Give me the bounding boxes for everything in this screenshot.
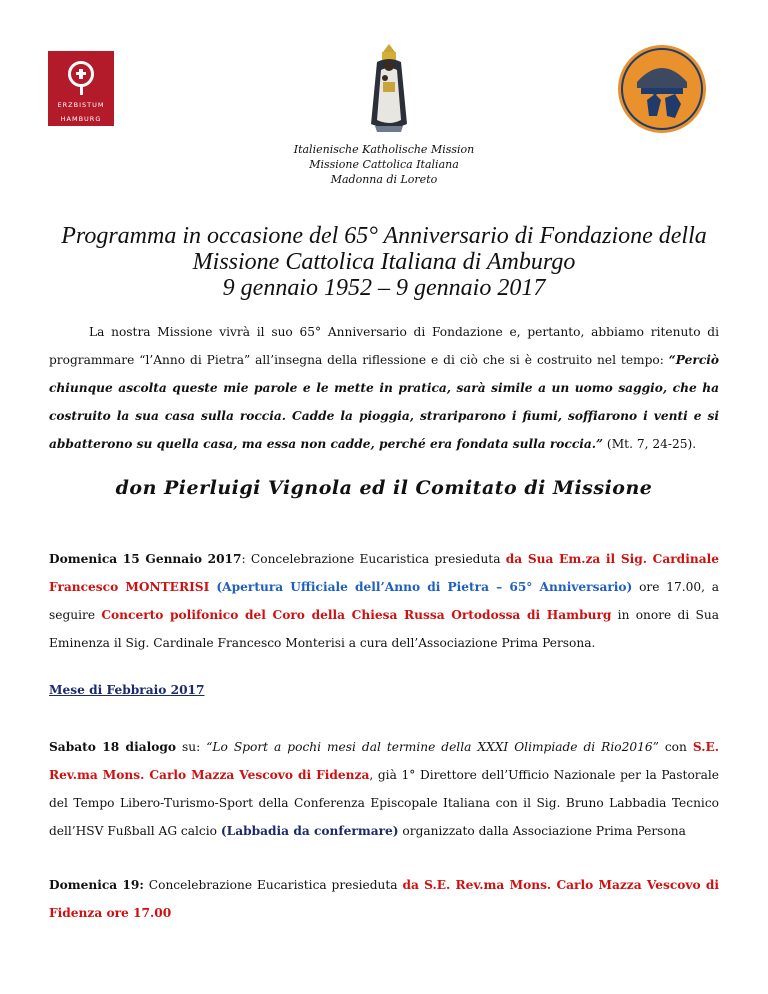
event1-date: Domenica 15 Gennaio 2017 <box>49 552 242 566</box>
event3-celebrant: da S.E. Rev.ma Mons. Carlo Mazza Vescovo di Fidenza ore 17.00 <box>49 878 720 920</box>
intro-text: La nostra Missione vivrà il suo 65° Anniversario di Fondazione e, pertanto, abbiamo ritenuto di programmare “l’Anno di Pietra” all’insegna della riflessione e di ciò che si è costruito nel tempo: <box>49 325 719 367</box>
header-line1: Italienische Katholische Mission <box>293 143 475 156</box>
intro-paragraph <box>49 318 719 458</box>
event-paragraph-2 <box>49 733 719 845</box>
event3-text1: Concelebrazione Eucaristica presieduta <box>143 878 403 892</box>
logo-left-line1: ERZBISTUM <box>57 101 105 109</box>
bible-reference: (Mt. 7, 24-25). <box>603 437 697 451</box>
event1-celebrant: da Sua Em.za il Sig. Cardinale Francesco MONTERISI <box>49 552 719 594</box>
logo-left-line2: HAMBURG <box>60 115 102 123</box>
month-heading: Mese di Febbraio 2017 <box>49 683 205 697</box>
event2-topic: “Lo Sport a pochi mesi dal termine della XXXI Olimpiade di Rio2016” <box>206 740 659 754</box>
emblem-stem <box>80 87 83 95</box>
event1-opening: (Apertura Ufficiale dell’Anno di Pietra – 65° Anniversario) <box>209 580 633 594</box>
madonna-di-loreto-image <box>355 42 423 132</box>
event2-date: Sabato 18 dialogo <box>49 740 177 754</box>
event-paragraph-3 <box>49 871 719 927</box>
event1-text1: : Concelebrazione Eucaristica presieduta <box>241 552 506 566</box>
event3-date: Domenica 19: <box>49 878 144 892</box>
mission-header <box>0 142 768 187</box>
event-paragraph-1 <box>49 545 719 657</box>
mission-round-logo <box>617 44 707 134</box>
event1-text3: in onore di Sua Eminenza il Sig. Cardinale Francesco Monterisi a cura dell’Associazione Prima Persona. <box>49 608 719 650</box>
event2-guest: S.E. Rev.ma Mons. Carlo Mazza Vescovo di Fidenza <box>49 740 719 782</box>
event1-text2: ore 17.00, a seguire <box>49 580 720 622</box>
event2-note: (Labbadia da confermare) <box>220 824 399 838</box>
header-line3: Madonna di Loreto <box>330 173 438 186</box>
signature: don Pierluigi Vignola ed il Comitato di Missione <box>115 477 653 499</box>
cross-emblem-icon <box>68 61 94 87</box>
event2-text2: con <box>658 740 693 754</box>
event2-text3: , già 1° Direttore dell’Ufficio Nazionale per la Pastorale del Tempo Libero-Turismo-Sport della Conferenza Episcopale Italiana con il Sig. Bruno Labbadia Tecnico dell’HSV Fußball AG calcio <box>49 768 719 838</box>
title-line1: Programma in occasione del 65° Anniversario di Fondazione della <box>61 223 707 249</box>
event2-text4: organizzato dalla Associazione Prima Persona <box>398 824 686 838</box>
event2-text1: su: <box>176 740 207 754</box>
bible-quote: “Perciò chiunque ascolta queste mie parole e le mette in pratica, sarà simile a un uomo saggio, che ha costruito la sua casa sulla roccia. Cadde la pioggia, strariparono i fiumi, soffiarono i venti e si abbatterono su quella casa, ma essa non cadde, perché era fondata sulla roccia.” <box>49 353 719 451</box>
title-line3: 9 gennaio 1952 – 9 gennaio 2017 <box>222 275 546 301</box>
intro-text-block <box>49 318 719 458</box>
erzbistum-hamburg-logo <box>48 51 114 126</box>
event1-concert: Concerto polifonico del Coro della Chiesa Russa Ortodossa di Hamburg <box>101 608 612 622</box>
header-line2: Missione Cattolica Italiana <box>309 158 459 171</box>
page-title <box>40 223 728 301</box>
title-line2: Missione Cattolica Italiana di Amburgo <box>192 249 576 275</box>
